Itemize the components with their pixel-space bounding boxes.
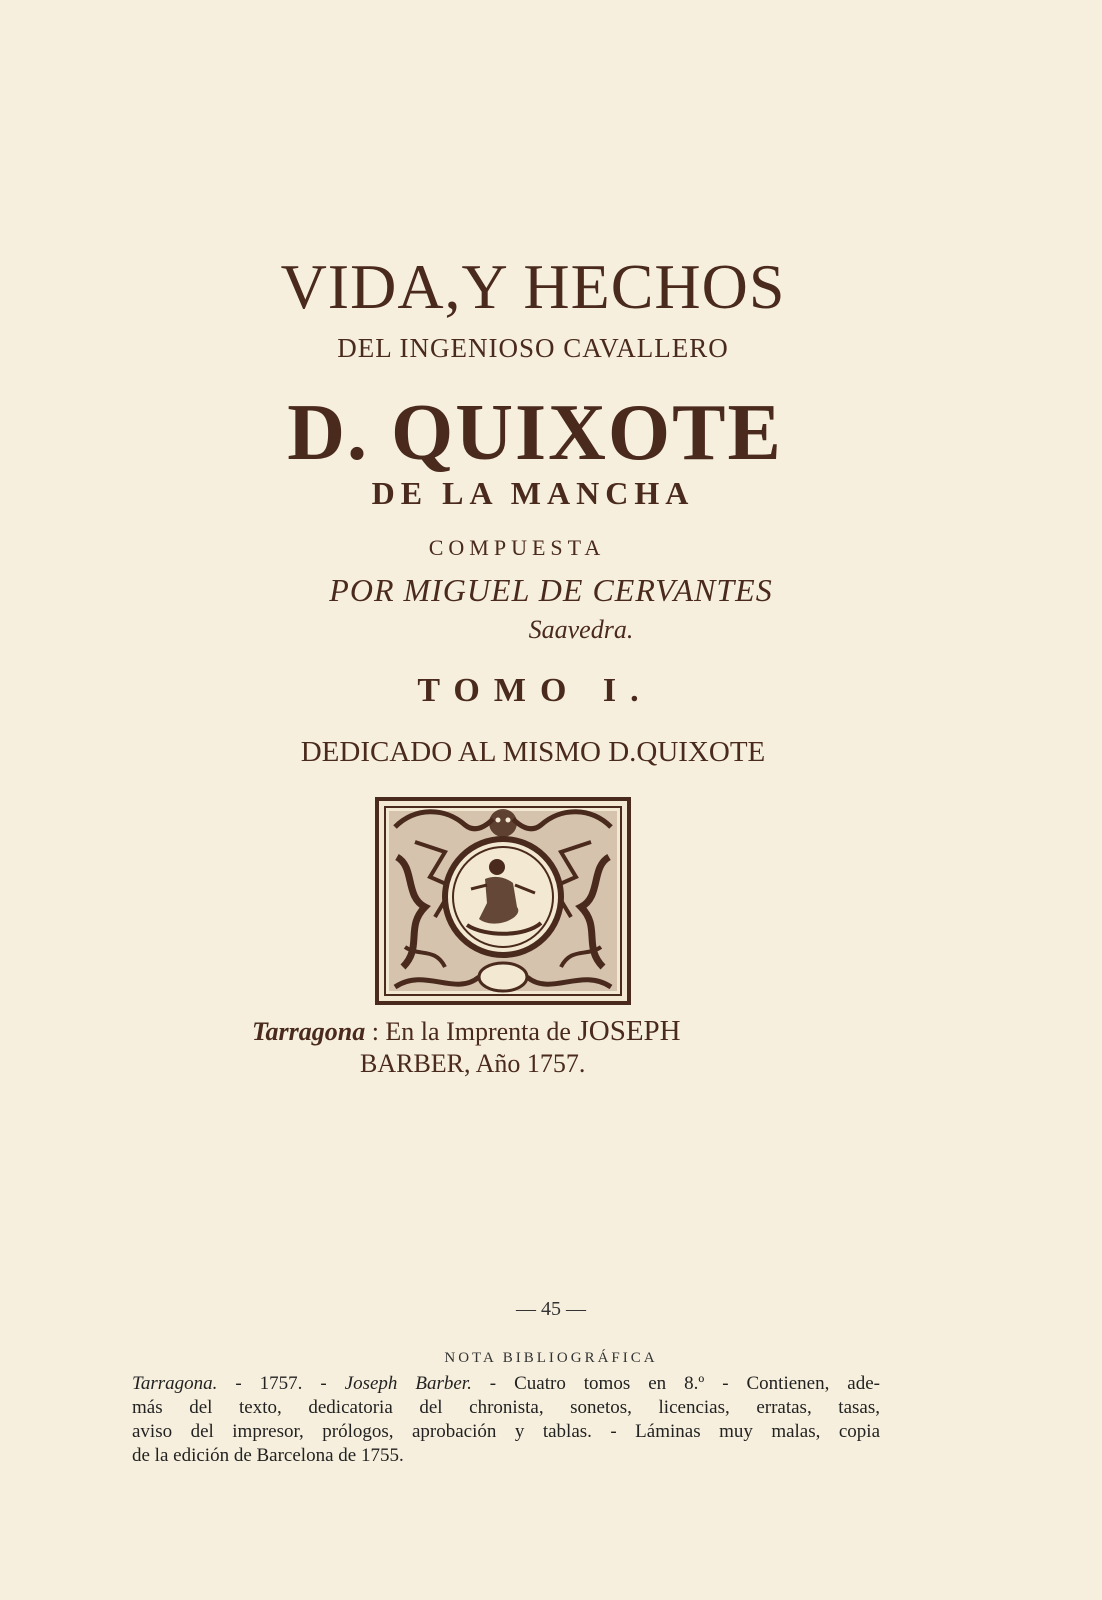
page-number: — 45 — <box>516 1298 586 1320</box>
nota-heading: NOTA BIBLIOGRÁFICA <box>444 1350 658 1366</box>
nota-year: - 1757. - <box>217 1373 345 1394</box>
title-line-tomo: TOMO I. <box>417 672 653 709</box>
nota-line-1 <box>132 1372 880 1396</box>
nota-bibliografica <box>132 1372 880 1468</box>
nota-line-4: de la edición de Barcelona de 1755. <box>132 1445 404 1466</box>
title-line-saavedra: Saavedra. <box>528 615 634 644</box>
nota-line-2: más del texto, dedicatoria del chronista, sonetos, licencias, erratas, tasas, <box>132 1397 880 1418</box>
title-line-ingenioso: DEL INGENIOSO CAVALLERO <box>337 333 729 363</box>
title-line-dedicado: DEDICADO AL MISMO D.QUIXOTE <box>300 736 766 768</box>
title-line-mancha: DE LA MANCHA <box>371 475 695 511</box>
title-line-quixote: D. QUIXOTE <box>287 389 783 477</box>
title-line-author: POR MIGUEL DE CERVANTES <box>329 572 773 608</box>
nota-line-3: aviso del impresor, prólogos, aprobación y tablas. - Láminas muy malas, copia <box>132 1421 880 1442</box>
nota-place: Tarragona. <box>132 1373 218 1394</box>
nota-printer: Joseph Barber. <box>344 1373 472 1394</box>
imprint-printer: JOSEPH <box>577 1015 681 1047</box>
printer-device-woodcut-icon <box>375 797 631 1005</box>
imprint-separator: : En la Imprenta de <box>365 1017 578 1046</box>
imprint-line-1 <box>252 1015 681 1048</box>
imprint-line-2: BARBER, Año 1757. <box>360 1049 586 1078</box>
imprint-place: Tarragona <box>252 1017 366 1046</box>
nota-desc: - Cuatro tomos en 8.º - Contienen, ade- <box>471 1373 880 1394</box>
title-line-vida-y-hechos: VIDA,Y HECHOS <box>280 251 786 322</box>
title-line-compuesta: COMPUESTA <box>428 535 606 560</box>
